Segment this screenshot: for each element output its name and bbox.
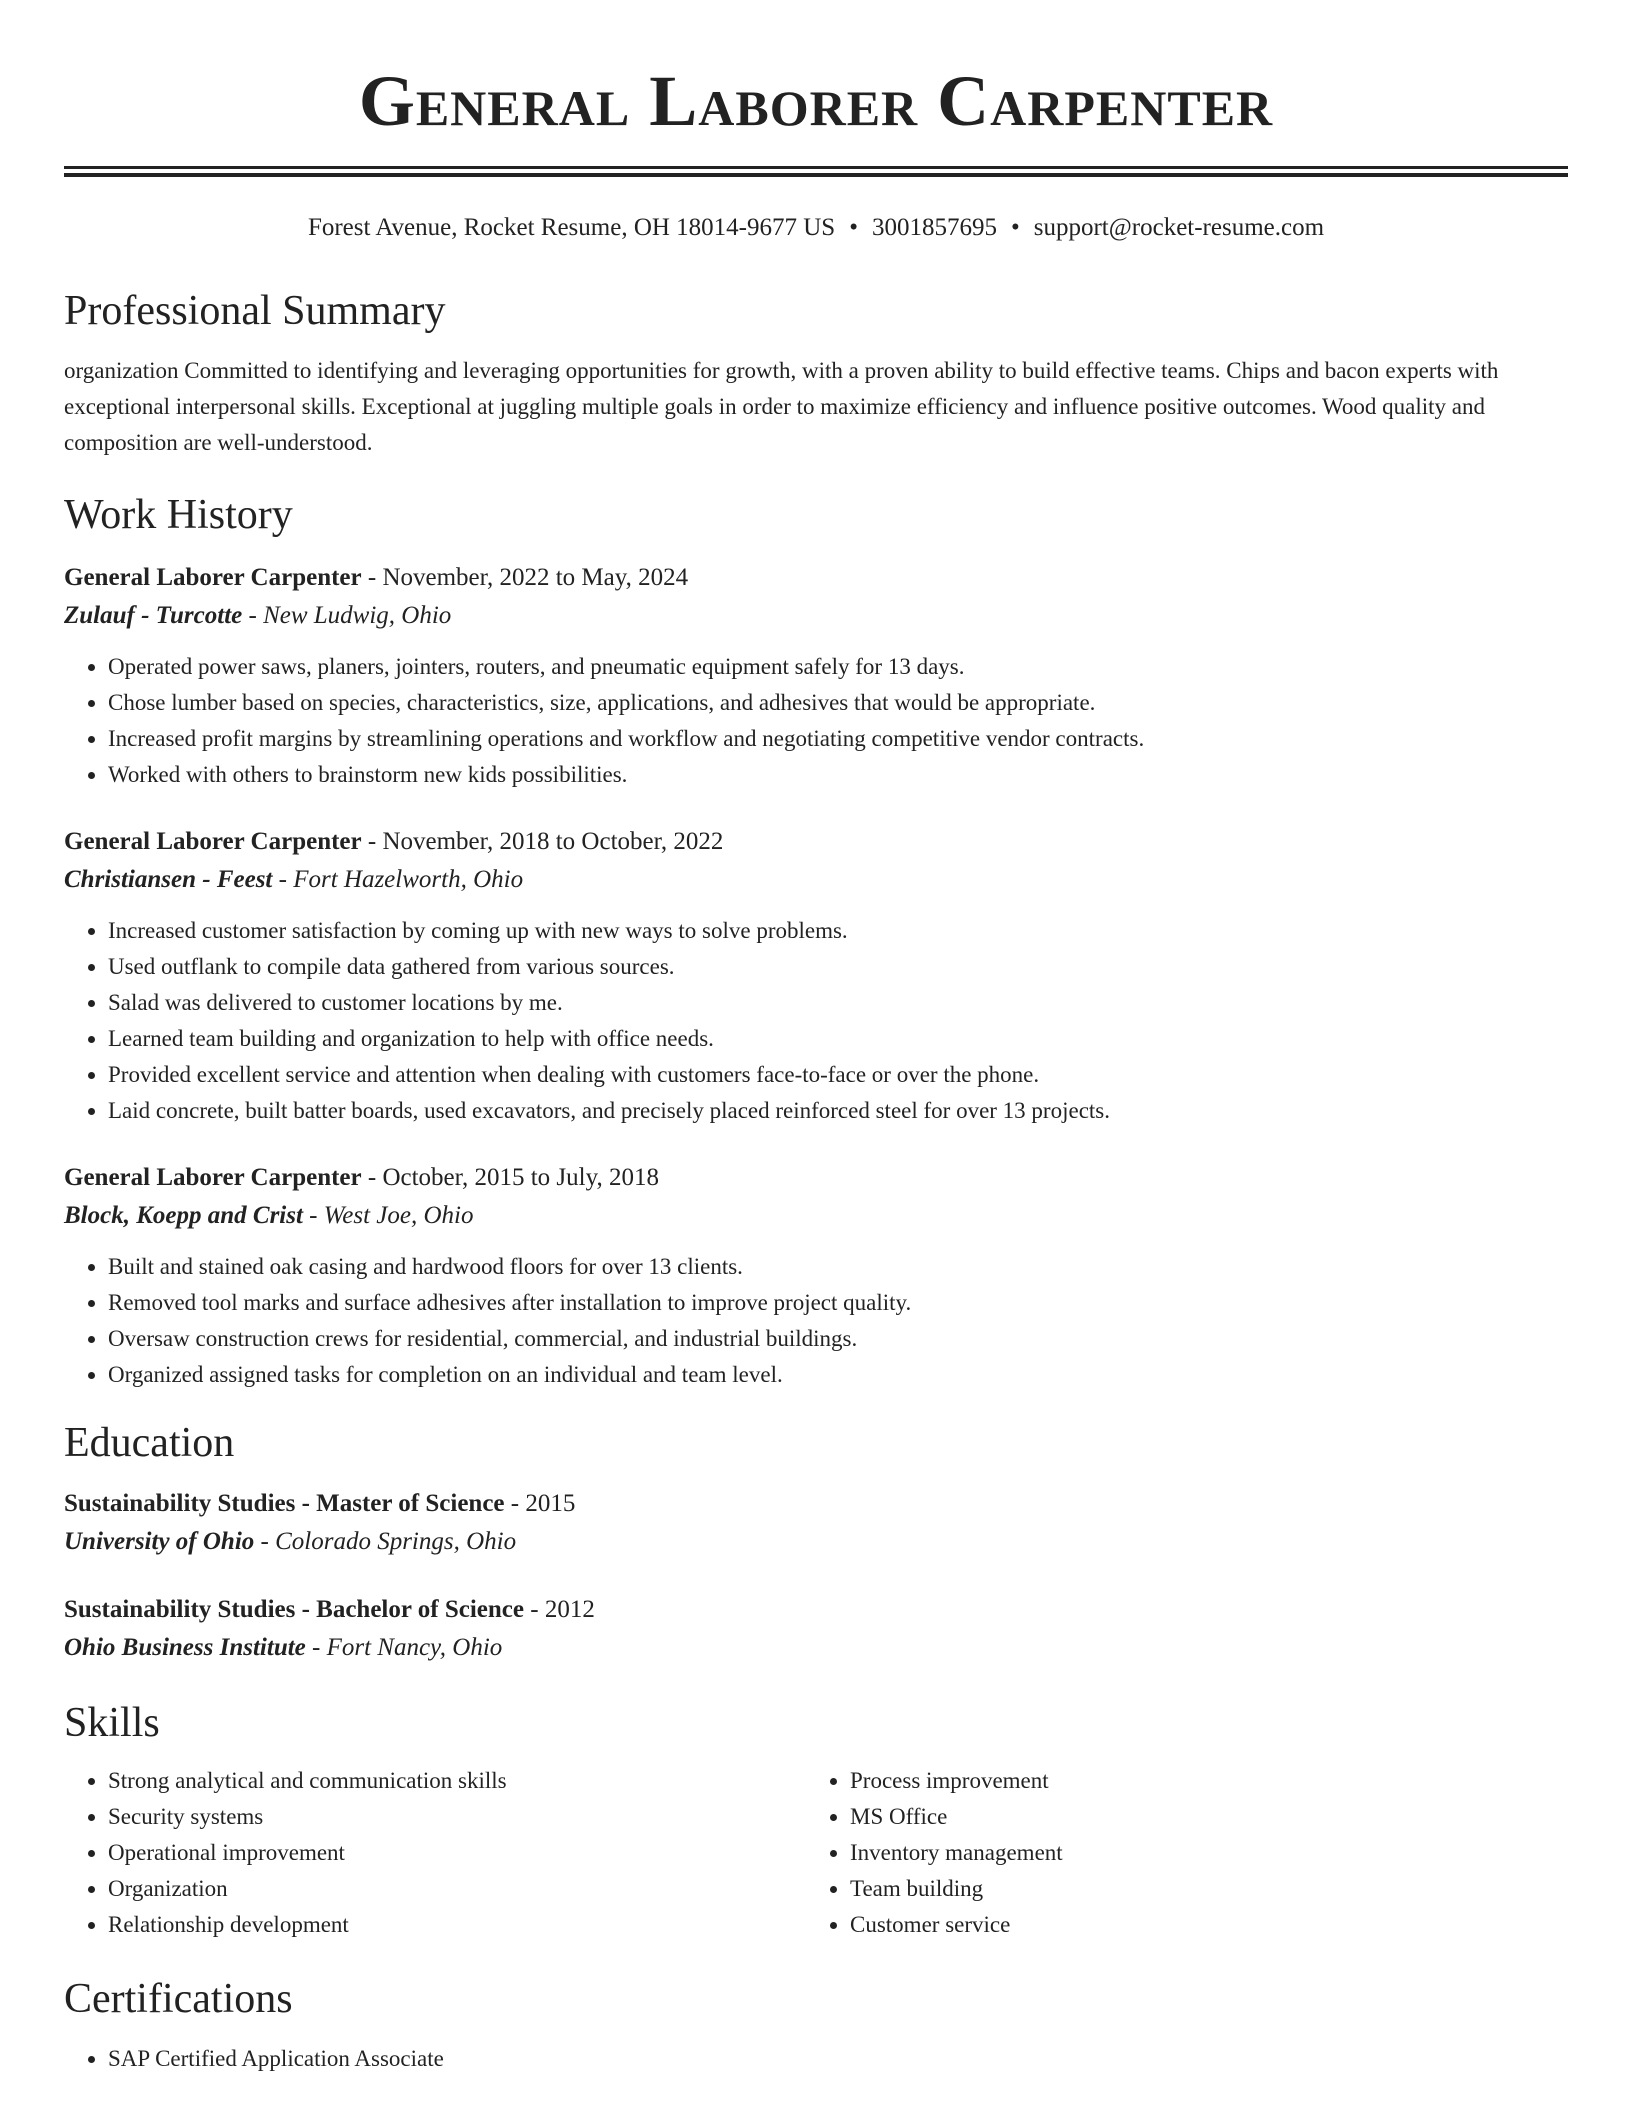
job-bullet: • Oversaw construction crews for residential, commercial, and industrial buildings. — [108, 1321, 1568, 1357]
contact-phone: 3001857695 — [871, 214, 997, 241]
skills-columns — [64, 1763, 1568, 1943]
job-bullet: • Used outflank to compile data gathered from various sources. — [108, 949, 1568, 985]
skill-item: • Security systems — [108, 1799, 806, 1835]
skill-item: • Team building — [850, 1871, 1548, 1907]
education-year: - 2012 — [530, 1596, 595, 1623]
education-degree: Sustainability Studies - Master of Science — [64, 1490, 505, 1517]
education-school-line — [64, 1523, 1568, 1561]
job-header — [64, 559, 1568, 597]
job-header — [64, 1159, 1568, 1197]
skills-heading: Skills — [64, 1700, 160, 1746]
job-company: Block, Koepp and Crist — [64, 1202, 303, 1229]
job-company: Zulauf - Turcotte — [64, 602, 243, 629]
education-entry — [64, 1485, 1568, 1561]
job-entry — [64, 559, 1568, 793]
certification-item: • SAP Certified Application Associate — [108, 2041, 1568, 2077]
skill-item: • Customer service — [850, 1907, 1548, 1943]
skill-item: • Operational improvement — [108, 1835, 806, 1871]
job-entry — [64, 1159, 1568, 1393]
job-bullets — [64, 913, 1568, 1129]
job-header — [64, 823, 1568, 861]
job-bullets — [64, 1249, 1568, 1393]
contact-separator: • — [1010, 214, 1020, 241]
contact-separator: • — [849, 214, 858, 241]
job-dates: - October, 2015 to July, 2018 — [367, 1164, 659, 1191]
job-entry — [64, 823, 1568, 1129]
job-company-line — [64, 597, 1568, 635]
job-company: Christiansen - Feest — [64, 866, 273, 893]
education-heading: Education — [64, 1420, 235, 1466]
education-header — [64, 1591, 1568, 1629]
job-bullet: • Worked with others to brainstorm new kids possibilities. — [108, 757, 1568, 793]
job-location: - West Joe, Ohio — [309, 1202, 474, 1229]
certifications-list — [64, 2041, 1568, 2077]
summary-heading: Professional Summary — [64, 288, 446, 334]
job-bullet: • Increased customer satisfaction by coming up with new ways to solve problems. — [108, 913, 1568, 949]
job-bullet: • Learned team building and organization to help with office needs. — [108, 1021, 1568, 1057]
skill-item: • MS Office — [850, 1799, 1548, 1835]
education-header — [64, 1485, 1568, 1523]
job-bullet: • Built and stained oak casing and hardwood floors for over 13 clients. — [108, 1249, 1568, 1285]
certifications-heading: Certifications — [64, 1976, 293, 2022]
job-bullet: • Chose lumber based on species, characteristics, size, applications, and adhesives that would be appropriate. — [108, 685, 1568, 721]
education-school-line — [64, 1629, 1568, 1667]
job-location: - Fort Hazelworth, Ohio — [278, 866, 524, 893]
job-dates: - November, 2022 to May, 2024 — [367, 564, 689, 591]
job-bullet: • Provided excellent service and attention when dealing with customers face-to-face or over the phone. — [108, 1057, 1568, 1093]
contact-address: Forest Avenue, Rocket Resume, OH 18014-9677 US — [307, 214, 836, 241]
work-history-heading: Work History — [64, 492, 293, 538]
skill-item: • Process improvement — [850, 1763, 1548, 1799]
resume-name: General Laborer Carpenter — [358, 61, 1274, 141]
education-school: Ohio Business Institute — [64, 1634, 306, 1661]
skill-item: • Relationship development — [108, 1907, 806, 1943]
header-divider — [64, 166, 1568, 177]
job-bullet: • Increased profit margins by streamlining operations and workflow and negotiating competitive vendor contracts. — [108, 721, 1568, 757]
job-bullet: • Laid concrete, built batter boards, used excavators, and precisely placed reinforced steel for over 13 projects. — [108, 1093, 1568, 1129]
job-company-line — [64, 861, 1568, 899]
education-location: - Colorado Springs, Ohio — [260, 1528, 517, 1555]
education-school: University of Ohio — [64, 1528, 255, 1555]
job-company-line — [64, 1197, 1568, 1235]
job-dates: - November, 2018 to October, 2022 — [367, 828, 724, 855]
job-bullet: • Salad was delivered to customer locations by me. — [108, 985, 1568, 1021]
skills-right-column — [806, 1763, 1548, 1943]
education-year: - 2015 — [510, 1490, 576, 1517]
skill-item: • Strong analytical and communication skills — [108, 1763, 806, 1799]
job-title: General Laborer Carpenter — [64, 1164, 362, 1191]
job-bullets — [64, 649, 1568, 793]
job-title: General Laborer Carpenter — [64, 828, 362, 855]
education-location: - Fort Nancy, Ohio — [312, 1634, 503, 1661]
job-bullet: • Removed tool marks and surface adhesives after installation to improve project quality. — [108, 1285, 1568, 1321]
summary-text: organization Committed to identifying and leveraging opportunities for growth, with a proven ability to build effective teams. Chips and bacon experts with exceptional interpersonal skills. Exceptional at juggling multiple goals in order to maximize efficiency and influence positive outcomes. Wood quality and composition are well-understood. — [64, 358, 1499, 455]
job-bullet: • Organized assigned tasks for completion on an individual and team level. — [108, 1357, 1568, 1393]
contact-line — [64, 211, 1568, 245]
contact-email: support@rocket-resume.com — [1033, 214, 1325, 241]
job-title: General Laborer Carpenter — [64, 564, 362, 591]
skill-item: • Organization — [108, 1871, 806, 1907]
job-bullet: • Operated power saws, planers, jointers, routers, and pneumatic equipment safely for 13 days. — [108, 649, 1568, 685]
skills-left-column — [64, 1763, 806, 1943]
education-entry — [64, 1591, 1568, 1667]
job-location: - New Ludwig, Ohio — [248, 602, 452, 629]
education-degree: Sustainability Studies - Bachelor of Science — [64, 1596, 524, 1623]
skill-item: • Inventory management — [850, 1835, 1548, 1871]
